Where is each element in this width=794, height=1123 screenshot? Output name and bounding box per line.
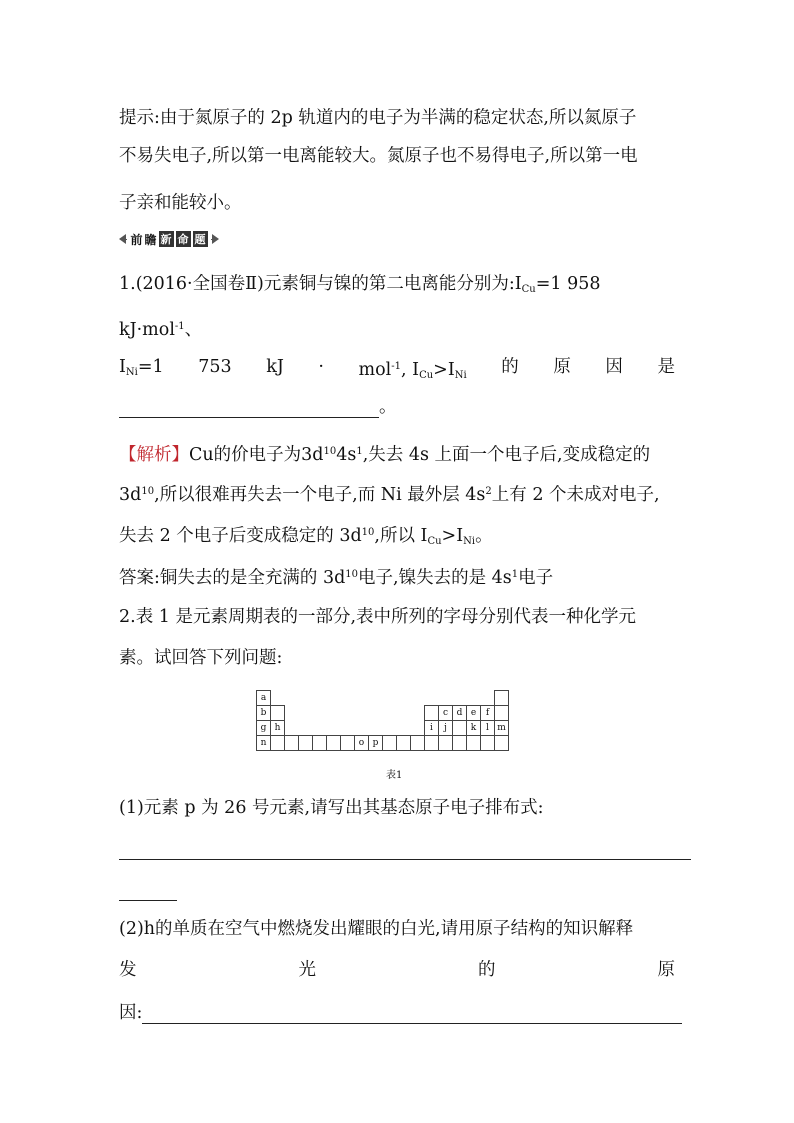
new-question-banner: 前 瞻 新 命 题 <box>119 229 219 249</box>
analysis-line-3: 失去 2 个电子后变成稳定的 $3d^{10}$,所以 $I_{Cu}>I_{Ni}$。 <box>119 526 493 547</box>
tip-line-3: 子亲和能较小。 <box>119 193 242 213</box>
question-1-answer-blank: 。 <box>119 396 397 418</box>
question-1-line-2: kJ·mol$^{-1}$、 <box>119 320 203 340</box>
analysis-line-1: 【解析】Cu的价电子为$3d^{10}4s^1$,失去 4s 上面一个电子后,变成稳定的 <box>119 445 651 465</box>
question-2-part-2: (2)h的单质在空气中燃烧发出耀眼的白光,请用原子结构的知识解释 <box>119 919 634 939</box>
analysis-tag: 【解析】 <box>119 445 189 465</box>
question-2-part-2-line-3: 因: <box>119 1002 682 1024</box>
question-2-line-1: 2.表 1 是元素周期表的一部分,表中所列的字母分别代表一种化学元 <box>119 607 637 627</box>
tip-line-1: 提示:由于氮原子的 2p 轨道内的电子为半满的稳定状态,所以氮原子 <box>119 108 637 128</box>
question-1-line-1: 1.(2016·全国卷Ⅱ)元素铜与镍的第二电离能分别为$:I_{Cu}=1$ 958 <box>119 274 601 295</box>
part-1-blank-continued <box>119 879 177 901</box>
periodic-table-fragment: a b c d e f g h i j k l m n o p <box>256 690 509 751</box>
question-2-line-2: 素。试回答下列问题: <box>119 648 283 668</box>
question-2-part-2-line-2: 发 光 的 原 <box>119 960 675 980</box>
answer-line: 答案:铜失去的是全充满的 $3d^{10}$电子,镍失去的是 $4s^1$电子 <box>119 568 554 588</box>
question-1-line-3: $I_{Ni}=1$ 753 kJ · mol$^{-1}$, $I_{Cu}>I_{Ni}$ 的 原 因 是 <box>119 357 675 381</box>
analysis-line-2: $3d^{10}$,所以很难再失去一个电子,而 Ni 最外层 $4s^2$上有 2 个未成对电子, <box>119 485 660 505</box>
tip-line-2: 不易失电子,所以第一电离能较大。氮原子也不易得电子,所以第一电 <box>119 146 638 166</box>
part-1-blank <box>119 838 691 860</box>
question-2-part-1: (1)元素 p 为 26 号元素,请写出其基态原子电子排布式: <box>119 798 544 818</box>
table-caption: 表1 <box>386 770 403 781</box>
